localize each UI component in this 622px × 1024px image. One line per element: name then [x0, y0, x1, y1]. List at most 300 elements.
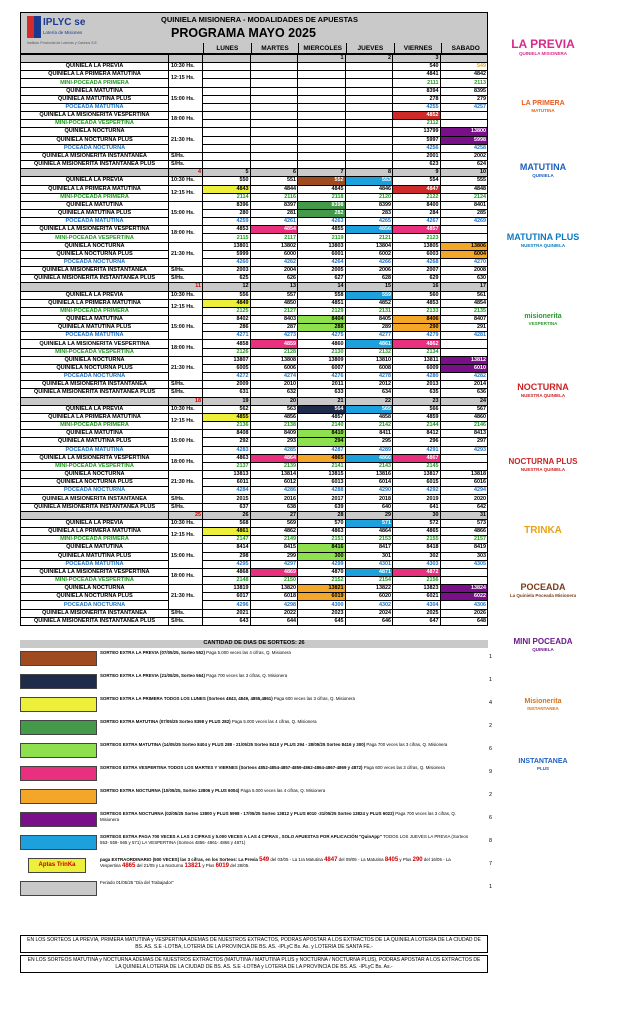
draw-name: QUINIELA LA MISIONERITA VESPERTINA [21, 226, 169, 234]
date-cell: 4 [169, 169, 203, 177]
draw-row [21, 544, 488, 552]
date-cell: 27 [250, 511, 298, 519]
draw-number: 4841 [393, 71, 441, 79]
draw-number: 4288 [298, 487, 346, 495]
draw-number [298, 161, 346, 169]
draw-number: 4287 [298, 446, 346, 454]
legend [20, 640, 496, 901]
draw-number: 4867 [393, 454, 441, 462]
draw-number: 643 [203, 617, 251, 625]
draw-number [345, 128, 393, 136]
draw-name: POCEADA MATUTINA [21, 332, 169, 340]
draw-number: 570 [298, 519, 346, 527]
draw-time: S/Hs. [169, 495, 203, 503]
draw-name: MINI-POCEADA PRIMERA [21, 307, 169, 315]
draw-row [21, 87, 488, 95]
draw-number: 4869 [250, 568, 298, 576]
draw-number: 4275 [298, 332, 346, 340]
draw-row [21, 218, 488, 226]
draw-count [20, 640, 488, 648]
draw-number: 4283 [203, 446, 251, 454]
draw-number: 573 [440, 519, 488, 527]
legend-title: SORTEO EXTRA LA PRIMERA TODOS LOS LUNES (Sorteos 4843, 4849, 4855,4861) [100, 696, 273, 701]
draw-row [21, 275, 488, 283]
draw-number: 298 [203, 552, 251, 560]
draw-name: QUINIELA MISIONERITA INSTANTANEA PLUS [21, 161, 169, 169]
logo-title: LA PRIMERA [521, 100, 565, 107]
legend-swatch [20, 812, 97, 827]
draw-row [21, 503, 488, 511]
date-cell: 17 [440, 283, 488, 291]
draw-name: QUINIELA LA PREVIA [21, 519, 169, 527]
legend-swatch [20, 697, 97, 712]
draw-row [21, 389, 488, 397]
logo-title: NOCTURNA [517, 382, 569, 392]
draw-number: 625 [203, 275, 251, 283]
draw-number: 2002 [440, 152, 488, 160]
draw-number: 2140 [298, 422, 346, 430]
draw-number: 557 [250, 291, 298, 299]
draw-number: 2121 [345, 234, 393, 242]
draw-number [203, 152, 251, 160]
draw-number: 293 [250, 438, 298, 446]
page-title: QUINIELA MISIONERA - MODALIDADES DE APUESTAS [161, 15, 358, 24]
draw-number: 4854 [250, 226, 298, 234]
draw-number: 4281 [440, 332, 488, 340]
draw-number: 639 [298, 503, 346, 511]
draw-number: 8412 [393, 430, 441, 438]
draw-number: 4852 [393, 112, 441, 120]
draw-name: POCEADA MATUTINA [21, 218, 169, 226]
draw-name: QUINIELA NOCTURNA [21, 356, 169, 364]
draw-number [345, 103, 393, 111]
draw-row [21, 593, 488, 601]
draw-time: 12:15 Hs. [169, 413, 203, 429]
legend-title: SORTEOS EXTRA PAGA 700 VECES A LAS 3 CIFRAS y 5.000 VECES A LAS 4 CIFRAS , SOLO APUESTAS POR APLICACIÓN "QuinApp" [100, 834, 382, 839]
legend-title: SORTEOS EXTRA VESPERTINA TODOS LOS MARTES Y VIERNES (Sorteos 4852-4854-4857-4859-4862-4864-4867-4869 y 4872) [100, 765, 363, 770]
draw-number: 4285 [250, 446, 298, 454]
draw-number: 279 [440, 95, 488, 103]
draw-number: 2016 [250, 495, 298, 503]
draw-name: QUINIELA LA PREVIA [21, 405, 169, 413]
draw-time: 18:00 Hs. [169, 454, 203, 470]
draw-name: QUINIELA LA PREVIA [21, 177, 169, 185]
legend-text: del 21/05 y La Nocturna [136, 863, 184, 868]
logo-subtitle: QUINIELA [532, 647, 554, 652]
draw-number [203, 103, 251, 111]
draw-number: 2153 [345, 536, 393, 544]
logo-subtitle: VESPERTINA [528, 321, 558, 326]
draw-number: 8399 [345, 201, 393, 209]
draw-number: 8407 [440, 316, 488, 324]
legend-count: 9 [488, 769, 492, 775]
draw-name: QUINIELA MATUTINA [21, 316, 169, 324]
draw-number [440, 340, 488, 348]
draw-number: 4849 [203, 299, 251, 307]
draw-number: 8402 [203, 316, 251, 324]
draw-time: 21:30 Hs. [169, 128, 203, 152]
draw-number [440, 348, 488, 356]
draw-number: 2152 [298, 577, 346, 585]
draw-number: 6006 [250, 364, 298, 372]
draw-row [21, 234, 488, 242]
draw-number: 569 [250, 519, 298, 527]
date-cell: 3 [393, 55, 441, 63]
draw-time: S/Hs. [169, 609, 203, 617]
draw-time: S/Hs. [169, 503, 203, 511]
draw-number: 4259 [203, 218, 251, 226]
draw-number: 280 [203, 209, 251, 217]
legend-count: 6 [488, 746, 492, 752]
draw-time: 12:15 Hs. [169, 528, 203, 544]
draw-number: 13800 [440, 128, 488, 136]
date-cell: 6 [250, 169, 298, 177]
la-previa-logo [495, 38, 591, 57]
draw-number [298, 71, 346, 79]
draw-number: 13822 [345, 585, 393, 593]
draw-number: 2009 [203, 381, 251, 389]
draw-number: 4846 [345, 185, 393, 193]
draw-number: 2022 [250, 609, 298, 617]
draw-row [21, 381, 488, 389]
draw-number: 13804 [345, 242, 393, 250]
draw-number: 568 [203, 519, 251, 527]
draw-number: 647 [393, 617, 441, 625]
draw-number: 8396 [203, 201, 251, 209]
draw-number: 635 [393, 389, 441, 397]
draw-name: MINI-POCEADA VESPERTINA [21, 234, 169, 242]
legend-text: Paga 5.000 veces las 4 cifras, Q. Misionera [240, 788, 326, 793]
legend-item [20, 832, 496, 855]
draw-number: 565 [345, 405, 393, 413]
draw-number: 2114 [203, 193, 251, 201]
draw-number [440, 226, 488, 234]
draw-number: 4306 [440, 601, 488, 609]
draw-number: 648 [440, 617, 488, 625]
draw-number [203, 87, 251, 95]
legend-count: 1 [488, 884, 492, 890]
draw-number: 8409 [250, 430, 298, 438]
draw-name: QUINIELA MISIONERITA INSTANTANEA PLUS [21, 389, 169, 397]
day-header: VIERNES [394, 43, 442, 55]
trinka-logo [495, 526, 591, 538]
legend-title: SORTEOS EXTRA MATUTINA (14/05/25 Sorteo 8404 y PLUS 288 - 21/05/25 Sorteo 8410 y PLUS 294 - 28/05/25 Sorteo 8416 y 300) [100, 742, 366, 747]
legend-text: Paga 700 veces las 3 cifras, Q. Misionera [206, 673, 288, 678]
draw-number [203, 120, 251, 128]
draw-number: 571 [345, 519, 393, 527]
draw-name: QUINIELA LA PRIMERA MATUTINA [21, 185, 169, 193]
draw-number [203, 136, 251, 144]
draw-number: 4294 [440, 487, 488, 495]
date-cell: 29 [345, 511, 393, 519]
draw-number: 554 [393, 177, 441, 185]
draw-number: 6013 [298, 479, 346, 487]
draw-number: 4842 [440, 71, 488, 79]
draw-number [250, 152, 298, 160]
draw-number: 2145 [393, 462, 441, 470]
draw-number: 4853 [393, 299, 441, 307]
legend-text: TODOS LOS JUEVES LA PREVIA (Sorteos 553- 559- 565 y 571) LA VESPERTINA (Sorteos 4856- 4861- 4866 y 4871) [100, 834, 469, 845]
draw-time: S/Hs. [169, 267, 203, 275]
draw-number: 2012 [345, 381, 393, 389]
draw-name: MINI-POCEADA PRIMERA [21, 79, 169, 87]
draw-number [298, 144, 346, 152]
legend-swatch [20, 789, 97, 804]
draw-number: 8408 [203, 430, 251, 438]
draw-number [250, 87, 298, 95]
draw-number: 4866 [440, 528, 488, 536]
draw-row [21, 577, 488, 585]
draw-number: 4868 [203, 568, 251, 576]
draw-time: 15:00 Hs. [169, 201, 203, 225]
draw-row [21, 601, 488, 609]
draw-number: 2020 [440, 495, 488, 503]
draw-number: 4864 [250, 454, 298, 462]
draw-number: 6015 [393, 479, 441, 487]
draw-number: 2123 [393, 234, 441, 242]
draw-number: 627 [298, 275, 346, 283]
draw-number [345, 161, 393, 169]
draw-name: QUINIELA LA MISIONERITA VESPERTINA [21, 340, 169, 348]
draw-number [345, 87, 393, 95]
date-cell: 19 [203, 397, 251, 405]
draw-row [21, 128, 488, 136]
draw-row [21, 185, 488, 193]
week-date-row [21, 55, 488, 63]
draw-row [21, 364, 488, 372]
draw-number: 4855 [298, 226, 346, 234]
draw-number: 4870 [298, 568, 346, 576]
draw-number [250, 161, 298, 169]
schedule-table [20, 54, 488, 626]
logo-title: LA PREVIA [511, 37, 575, 51]
date-cell: 21 [298, 397, 346, 405]
draw-number: 4282 [440, 373, 488, 381]
draw-number: 559 [345, 291, 393, 299]
draw-row [21, 209, 488, 217]
logo-title: TRINKA [524, 525, 562, 536]
draw-row [21, 528, 488, 536]
draw-number: 13805 [393, 242, 441, 250]
legend-swatch [20, 651, 97, 666]
legend-title: SORTEOS EXTRA NOCTURNA (02/05/25 Sorteo 13800 y PLUS 5998 - 17/05/25 Sorteo 13812 y PLUS 6010 -31/05/25 Sorteo 13824 y PLUS 6022) [100, 811, 394, 816]
draw-number: 4857 [393, 226, 441, 234]
draw-name: QUINIELA NOCTURNA PLUS [21, 364, 169, 372]
draw-number: 6014 [345, 479, 393, 487]
logo-subtitle: NUESTRA QUINIELA [520, 393, 566, 398]
legend-text: y Plus [202, 863, 215, 868]
draw-number: 4269 [440, 218, 488, 226]
logo-title: POCEADA [520, 582, 566, 592]
draw-row [21, 413, 488, 421]
draw-row [21, 250, 488, 258]
draw-number: 4862 [250, 528, 298, 536]
draw-number: 13820 [250, 585, 298, 593]
draw-number: 6003 [393, 250, 441, 258]
draw-number: 4300 [298, 601, 346, 609]
legend-item [20, 786, 496, 809]
draw-number [440, 568, 488, 576]
legend-count: 1 [488, 677, 492, 683]
draw-number [250, 128, 298, 136]
date-cell [250, 55, 298, 63]
draw-number: 4297 [250, 560, 298, 568]
draw-number [298, 128, 346, 136]
draw-number: 4258 [440, 144, 488, 152]
draw-number: 6021 [393, 593, 441, 601]
draw-number: 4289 [345, 446, 393, 454]
draw-number: 2025 [393, 609, 441, 617]
date-cell: 25 [169, 511, 203, 519]
draw-number: 4299 [298, 560, 346, 568]
legend-text: Paga 5.000 veces las 4 cifras, Q. Misionera [231, 719, 317, 724]
draw-name: QUINIELA MATUTINA PLUS [21, 95, 169, 103]
logo-title: MATUTINA PLUS [506, 232, 580, 242]
draw-time: 10:30 Hs. [169, 291, 203, 299]
draw-number: 4268 [393, 258, 441, 266]
draw-number: 8414 [203, 544, 251, 552]
draw-number: 2127 [250, 307, 298, 315]
nocturna-plus-logo [495, 458, 591, 473]
day-header: LUNES [203, 43, 251, 55]
draw-number: 638 [250, 503, 298, 511]
draw-number: 628 [345, 275, 393, 283]
draw-number: 637 [203, 503, 251, 511]
draw-number [440, 462, 488, 470]
draw-number: 300 [298, 552, 346, 560]
draw-number: 8397 [250, 201, 298, 209]
draw-row [21, 609, 488, 617]
draw-number: 8395 [440, 87, 488, 95]
draw-number: 6022 [440, 593, 488, 601]
draw-name: QUINIELA NOCTURNA [21, 585, 169, 593]
week-date-row [21, 397, 488, 405]
draw-number [203, 79, 251, 87]
draw-name: QUINIELA LA PREVIA [21, 63, 169, 71]
draw-number [298, 103, 346, 111]
date-cell: 28 [298, 511, 346, 519]
legend-text: Feriado 01/05/25 "Día del Trabajador" [100, 880, 174, 885]
draw-number: 2024 [345, 609, 393, 617]
draw-number: 4280 [393, 373, 441, 381]
draw-number: 2146 [440, 422, 488, 430]
draw-number: 2005 [298, 267, 346, 275]
draw-time: 12:15 Hs. [169, 71, 203, 87]
legend-count: 2 [488, 792, 492, 798]
draw-time: 10:30 Hs. [169, 177, 203, 185]
date-cell: 15 [345, 283, 393, 291]
draw-number [298, 136, 346, 144]
draw-number: 2119 [298, 234, 346, 242]
draw-number: 4865 [393, 528, 441, 536]
draw-number: 8416 [298, 544, 346, 552]
draw-number: 4302 [345, 601, 393, 609]
draw-row [21, 177, 488, 185]
draw-row [21, 519, 488, 527]
draw-number: 4858 [345, 413, 393, 421]
draw-name: QUINIELA MATUTINA [21, 201, 169, 209]
date-cell: 18 [169, 397, 203, 405]
draw-name: QUINIELA LA PRIMERA MATUTINA [21, 528, 169, 536]
draw-row [21, 152, 488, 160]
draw-number: 4847 [393, 185, 441, 193]
draw-number: 540 [393, 63, 441, 71]
draw-number [203, 128, 251, 136]
draw-name: MINI-POCEADA PRIMERA [21, 422, 169, 430]
draw-number: 4856 [250, 413, 298, 421]
date-cell: 26 [203, 511, 251, 519]
draw-name: QUINIELA LA MISIONERITA VESPERTINA [21, 568, 169, 576]
draw-row [21, 568, 488, 576]
draw-row [21, 536, 488, 544]
draw-number: 4861 [345, 340, 393, 348]
draw-number [440, 577, 488, 585]
draw-number [298, 79, 346, 87]
draw-number: 291 [440, 324, 488, 332]
legend-text: y Plus [399, 857, 412, 862]
draw-number: 13818 [440, 470, 488, 478]
draw-name: QUINIELA MATUTINA PLUS [21, 209, 169, 217]
draw-number: 2132 [345, 348, 393, 356]
draw-number: 6019 [298, 593, 346, 601]
draw-number: 2131 [345, 307, 393, 315]
draw-count-value: 26 [298, 640, 305, 646]
draw-number: 13810 [345, 356, 393, 364]
draw-number: 6009 [393, 364, 441, 372]
draw-number: 4859 [393, 413, 441, 421]
logo-subtitle: NUESTRA QUINIELA [520, 243, 566, 248]
draw-number: 2023 [298, 609, 346, 617]
draw-number [298, 95, 346, 103]
draw-number [345, 136, 393, 144]
draw-number: 4256 [393, 144, 441, 152]
draw-name: QUINIELA NOCTURNA [21, 128, 169, 136]
logo-subtitle: INSTANTANEA [527, 706, 559, 711]
footer-note-1: EN LOS SORTEOS LA PREVIA, PRIMERA MATUTINA y VESPERTINA ADEMAS DE NUESTROS EXTRACTOS, PODRAS APOSTAR A LOS EXTRACTOS DE LA QUINIELA LOTERIA DE LA CIUDAD DE BS. AS. S.E -LOTBA, LOTERIA DE LA PROVINCIA DE BS. AS. -IPLyC Bs. As. y LOTERIA DE SANTA FE.- [20, 935, 488, 953]
date-cell: 14 [298, 283, 346, 291]
draw-number: 5998 [440, 136, 488, 144]
legend-text: del 03/05 - La 1ra Matutina [270, 857, 323, 862]
draw-number [345, 120, 393, 128]
draw-time: 21:30 Hs. [169, 242, 203, 266]
draw-time: S/Hs. [169, 161, 203, 169]
draw-number: 550 [203, 177, 251, 185]
draw-number: 13815 [298, 470, 346, 478]
draw-number: 2154 [345, 577, 393, 585]
draw-name: QUINIELA MATUTINA PLUS [21, 324, 169, 332]
logo-title: MINI POCEADA [513, 637, 573, 646]
draw-number: 13809 [298, 356, 346, 364]
draw-number: 13812 [440, 356, 488, 364]
draw-number: 8417 [345, 544, 393, 552]
page-header [20, 12, 488, 54]
draw-number: 2126 [203, 348, 251, 356]
draw-number: 2010 [250, 381, 298, 389]
draw-number: 8398 [298, 201, 346, 209]
draw-name: QUINIELA MISIONERITA INSTANTANEA PLUS [21, 503, 169, 511]
draw-name: MINI-POCEADA VESPERTINA [21, 577, 169, 585]
draw-number: 283 [345, 209, 393, 217]
matutina-logo [495, 163, 591, 179]
legend-text: Paga 5.000 veces las 4 cifras, Q. Misionera [206, 650, 291, 655]
draw-number: 2008 [440, 267, 488, 275]
draw-number [250, 71, 298, 79]
legend-count: 8 [488, 838, 492, 844]
draw-row [21, 332, 488, 340]
date-cell: 30 [393, 511, 441, 519]
draw-number: 4276 [298, 373, 346, 381]
draw-number [250, 79, 298, 87]
